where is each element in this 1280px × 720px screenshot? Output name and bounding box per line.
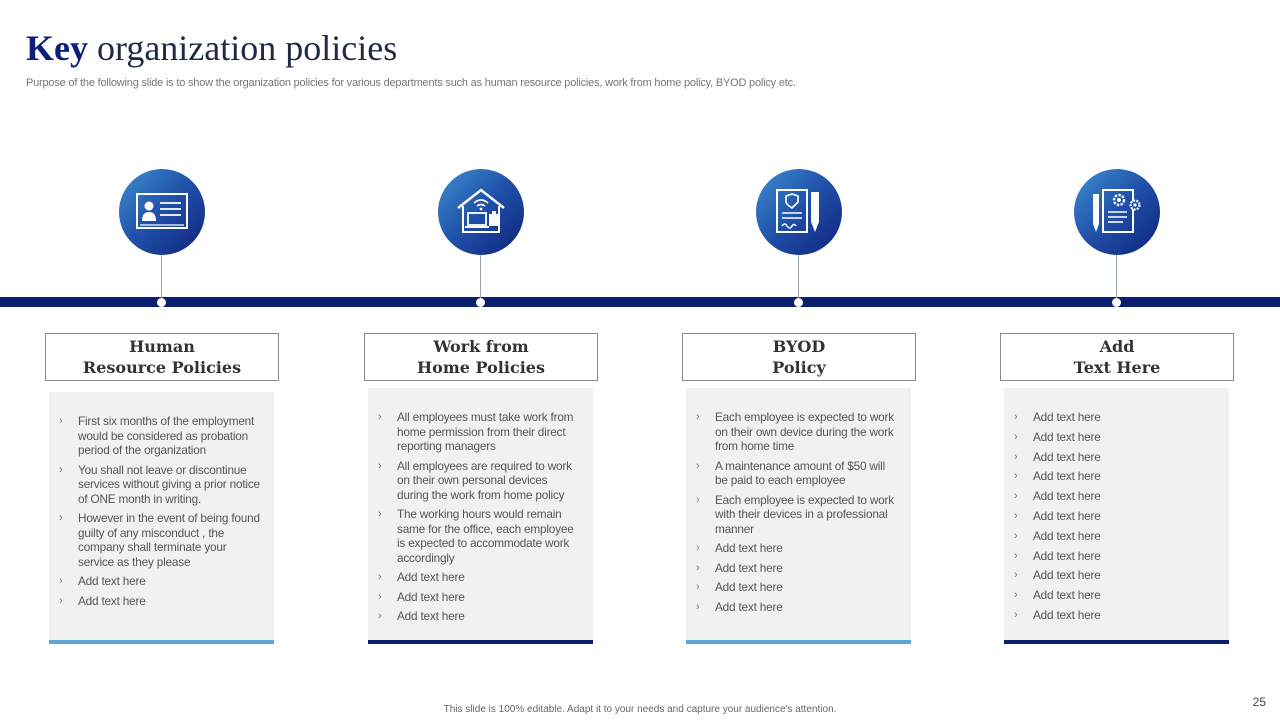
- chevron-right-icon: ›: [59, 594, 63, 607]
- list-item-text: Add text here: [78, 574, 146, 588]
- chevron-right-icon: ›: [59, 463, 63, 476]
- list-item-text: Add text here: [1033, 469, 1101, 484]
- list-item-text: Add text here: [715, 580, 783, 594]
- list-item: [1014, 549, 1217, 564]
- list-item-text: Add text here: [78, 593, 146, 608]
- list-item: [1014, 450, 1217, 465]
- list-item-text: Add text here: [1033, 449, 1101, 464]
- list-item: [1014, 489, 1217, 504]
- list-item-text: First six months of the employment would be considered as probation period of the organization: [78, 414, 255, 457]
- heading-line-1: Add: [1099, 337, 1135, 356]
- list-item: [696, 561, 899, 576]
- list-item-text: Add text here: [397, 609, 465, 623]
- policy-list-panel: [368, 388, 593, 644]
- list-item-text: Add text here: [1033, 607, 1101, 622]
- chevron-right-icon: ›: [59, 575, 63, 587]
- chevron-right-icon: ›: [1014, 509, 1018, 522]
- timeline-dot: [794, 298, 803, 307]
- list-item: [59, 414, 262, 458]
- policy-list-panel: [1004, 388, 1229, 644]
- list-item-text: The working hours would remain same for the office, each employee is expected to accommodate work accordingly: [397, 507, 574, 565]
- list-item-text: Add text here: [715, 599, 783, 614]
- list-item-text: Add text here: [1033, 429, 1101, 444]
- list-item: [1014, 469, 1217, 484]
- column-heading: [682, 333, 916, 381]
- list-item-text: Add text here: [715, 541, 783, 555]
- heading-line-2: Policy: [772, 358, 826, 377]
- list-item-text: Add text here: [1033, 410, 1101, 424]
- heading-line-2: Text Here: [1073, 358, 1161, 377]
- list-item: [378, 459, 581, 503]
- list-item: [59, 594, 262, 609]
- list-item-text: Add text here: [397, 589, 465, 604]
- timeline-stem: [1116, 255, 1117, 301]
- list-item: [378, 609, 581, 624]
- column-heading: [1000, 333, 1234, 381]
- policy-list: [59, 414, 262, 608]
- page-subtitle: Purpose of the following slide is to show the organization policies for various departments such as human resource policies, work from home policy, BYOD policy etc.: [26, 77, 796, 89]
- list-item-text: You shall not leave or discontinue services without giving a prior notice of ONE month in writing.: [78, 462, 260, 506]
- list-item-text: Each employee is expected to work on their own device during the work from home time: [715, 410, 894, 453]
- list-item: [1014, 509, 1217, 524]
- list-item-text: Add text here: [1033, 568, 1101, 583]
- document-pen-icon-graphic: [771, 186, 827, 238]
- chevron-right-icon: ›: [696, 493, 700, 506]
- policy-column-byod: [679, 0, 919, 720]
- list-item: [59, 511, 262, 569]
- chevron-right-icon: ›: [378, 590, 382, 603]
- chevron-right-icon: ›: [378, 459, 382, 472]
- heading-line-1: Work from: [433, 337, 529, 356]
- document-pen-icon: [756, 169, 842, 255]
- list-item: [1014, 430, 1217, 445]
- list-item-text: Add text here: [1033, 489, 1101, 504]
- heading-line-2: Resource Policies: [82, 358, 242, 377]
- chevron-right-icon: ›: [378, 571, 382, 583]
- policy-list-panel: [686, 388, 911, 644]
- chevron-right-icon: ›: [696, 411, 700, 423]
- list-item: [1014, 529, 1217, 544]
- policy-list-panel: [49, 392, 274, 644]
- list-item: [1014, 410, 1217, 425]
- page-number: 25: [1252, 695, 1266, 709]
- chevron-right-icon: ›: [59, 415, 63, 427]
- list-item-text: All employees are required to work on their own personal devices during the work from home policy: [397, 458, 572, 502]
- title-rest: organization policies: [96, 28, 398, 68]
- list-item-text: Add text here: [1033, 588, 1101, 603]
- heading-line-2: Home Policies: [417, 358, 545, 377]
- list-item: [378, 570, 581, 585]
- list-item: [378, 507, 581, 565]
- list-item-text: Add text here: [1033, 528, 1101, 543]
- chevron-right-icon: ›: [696, 542, 700, 554]
- timeline-stem: [480, 255, 481, 301]
- list-item-text: However in the event of being found guilty of any misconduct , the company shall terminate your service as they please: [78, 511, 260, 569]
- id-card-icon-graphic: [134, 186, 190, 238]
- timeline-dot: [157, 298, 166, 307]
- list-item: [696, 410, 899, 454]
- chevron-right-icon: ›: [1014, 589, 1018, 602]
- list-item-text: A maintenance amount of $50 will be paid to each employee: [715, 458, 886, 487]
- id-card-icon: [119, 169, 205, 255]
- chevron-right-icon: ›: [1014, 430, 1018, 443]
- list-item-text: Each employee is expected to work with their devices in a professional manner: [715, 492, 894, 536]
- chevron-right-icon: ›: [378, 411, 382, 423]
- list-item-text: Add text here: [397, 570, 465, 584]
- chevron-right-icon: ›: [59, 512, 63, 524]
- document-gear-icon-graphic: [1089, 186, 1145, 238]
- chevron-right-icon: ›: [378, 610, 382, 622]
- policy-column-add: [997, 0, 1237, 720]
- column-heading: [364, 333, 598, 381]
- chevron-right-icon: ›: [378, 508, 382, 520]
- home-office-icon-graphic: [453, 186, 509, 238]
- list-item: [59, 574, 262, 589]
- list-item: [696, 459, 899, 488]
- heading-line-1: BYOD: [772, 337, 826, 356]
- home-office-icon: [438, 169, 524, 255]
- list-item-text: Add text here: [715, 560, 783, 575]
- timeline-dot: [1112, 298, 1121, 307]
- list-item: [378, 590, 581, 605]
- list-item: [696, 493, 899, 537]
- chevron-right-icon: ›: [696, 600, 700, 613]
- list-item: [696, 580, 899, 595]
- chevron-right-icon: ›: [1014, 569, 1018, 582]
- list-item-text: All employees must take work from home permission from their direct reporting managers: [397, 410, 574, 453]
- title-bold: Key: [26, 28, 88, 68]
- column-heading: [45, 333, 279, 381]
- timeline-stem: [161, 255, 162, 301]
- list-item: [378, 410, 581, 454]
- footer-note: This slide is 100% editable. Adapt it to your needs and capture your audience's attention.: [443, 704, 837, 715]
- timeline-stem: [798, 255, 799, 301]
- chevron-right-icon: ›: [696, 581, 700, 593]
- policy-column-wfh: [361, 0, 601, 720]
- heading-line-1: Human: [129, 337, 195, 356]
- chevron-right-icon: ›: [1014, 470, 1018, 483]
- chevron-right-icon: ›: [1014, 450, 1018, 463]
- policy-list: [378, 410, 581, 624]
- list-item-text: Add text here: [1033, 548, 1101, 563]
- chevron-right-icon: ›: [696, 459, 700, 472]
- chevron-right-icon: ›: [1014, 608, 1018, 621]
- list-item: [1014, 568, 1217, 583]
- chevron-right-icon: ›: [1014, 490, 1018, 503]
- chevron-right-icon: ›: [1014, 529, 1018, 542]
- chevron-right-icon: ›: [696, 561, 700, 574]
- policy-list: [696, 410, 899, 614]
- timeline-dot: [476, 298, 485, 307]
- list-item: [1014, 588, 1217, 603]
- list-item: [696, 541, 899, 556]
- policy-list: [1014, 410, 1217, 622]
- chevron-right-icon: ›: [1014, 411, 1018, 423]
- policy-column-hr: [42, 0, 282, 720]
- list-item: [59, 463, 262, 507]
- list-item: [1014, 608, 1217, 623]
- list-item: [696, 600, 899, 615]
- chevron-right-icon: ›: [1014, 549, 1018, 562]
- list-item-text: Add text here: [1033, 508, 1101, 523]
- document-gear-icon: [1074, 169, 1160, 255]
